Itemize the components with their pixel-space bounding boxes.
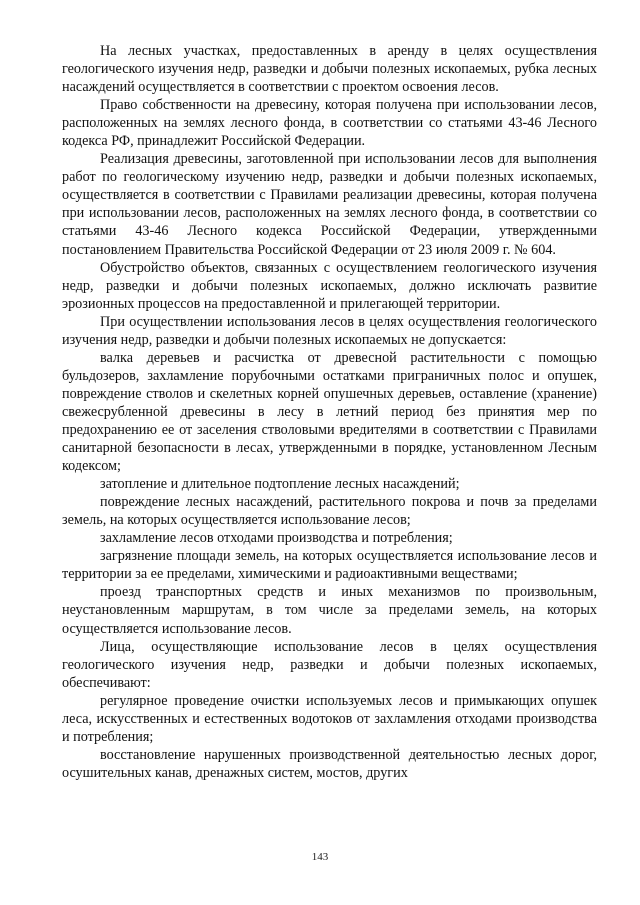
list-item: регулярное проведение очистки используемых лесов и примыкающих опушек леса, искусственных и естественных водотоков от захламления отходами производства и потребления;	[62, 692, 597, 745]
list-item: повреждение лесных насаждений, растительного покрова и почв за пределами земель, на которых осуществляется использование лесов;	[62, 494, 597, 529]
document-body	[62, 42, 597, 782]
paragraph: Реализация древесины, заготовленной при использовании лесов для выполнения работ по геологическому изучению недр, разведки и добычи полезных ископаемых, осуществляется в соответствии с Правилами реализации древесины, которая получена при использовании лесов, расположенных на землях лесного фонда, в соответствии со статьями 43-46 Лесного кодекса Российской Федерации, утвержденными постановлением Правительства Российской Федерации от 23 июля 2009 г. № 604.	[62, 151, 597, 258]
paragraph: Лица, осуществляющие использование лесов в целях осуществления геологического изучения недр, разведки и добычи полезных ископаемых, обеспечивают:	[62, 638, 597, 691]
list-item: загрязнение площади земель, на которых осуществляется использование лесов и территории за ее пределами, химическими и радиоактивными веществами;	[62, 548, 597, 583]
paragraph: На лесных участках, предоставленных в аренду в целях осуществления геологического изучения недр, разведки и добычи полезных ископаемых, рубка лесных насаждений осуществляется в соответствии с проектом освоения лесов.	[62, 43, 597, 96]
list-item: затопление и длительное подтопление лесных насаждений;	[100, 476, 460, 493]
list-item: валка деревьев и расчистка от древесной растительности с помощью бульдозеров, захламление порубочными остатками приграничных полос и опушек, повреждение стволов и скелетных корней опушечных деревьев, оставление (хранение) свежесрубленной древесины в лесу в летний период без принятия мер по предохранению ее от заселения стволовыми вредителями в соответствии с Правилами санитарной безопасности в лесах, утвержденными в порядке, установленном Лесным кодексом;	[62, 349, 597, 475]
paragraph: Обустройство объектов, связанных с осуществлением геологического изучения недр, разведки и добычи полезных ископаемых, должно исключать развитие эрозионных процессов на предоставленной и прилегающей территории.	[62, 259, 597, 312]
list-item: захламление лесов отходами производства и потребления;	[100, 530, 453, 547]
list-item: проезд транспортных средств и иных механизмов по произвольным, неустановленным маршрутам, в том числе за пределами земель, на которых осуществляется использование лесов.	[62, 584, 597, 637]
paragraph: Право собственности на древесину, которая получена при использовании лесов, расположенных на землях лесного фонда, в соответствии со статьями 43-46 Лесного кодекса РФ, принадлежит Российской Федерации.	[62, 97, 597, 150]
list-item: восстановление нарушенных производственной деятельностью лесных дорог, осушительных канав, дренажных систем, мостов, других	[62, 746, 597, 781]
paragraph: При осуществлении использования лесов в целях осуществления геологического изучения недр, разведки и добычи полезных ископаемых не допускается:	[62, 313, 597, 348]
page-number: 143	[311, 851, 329, 863]
